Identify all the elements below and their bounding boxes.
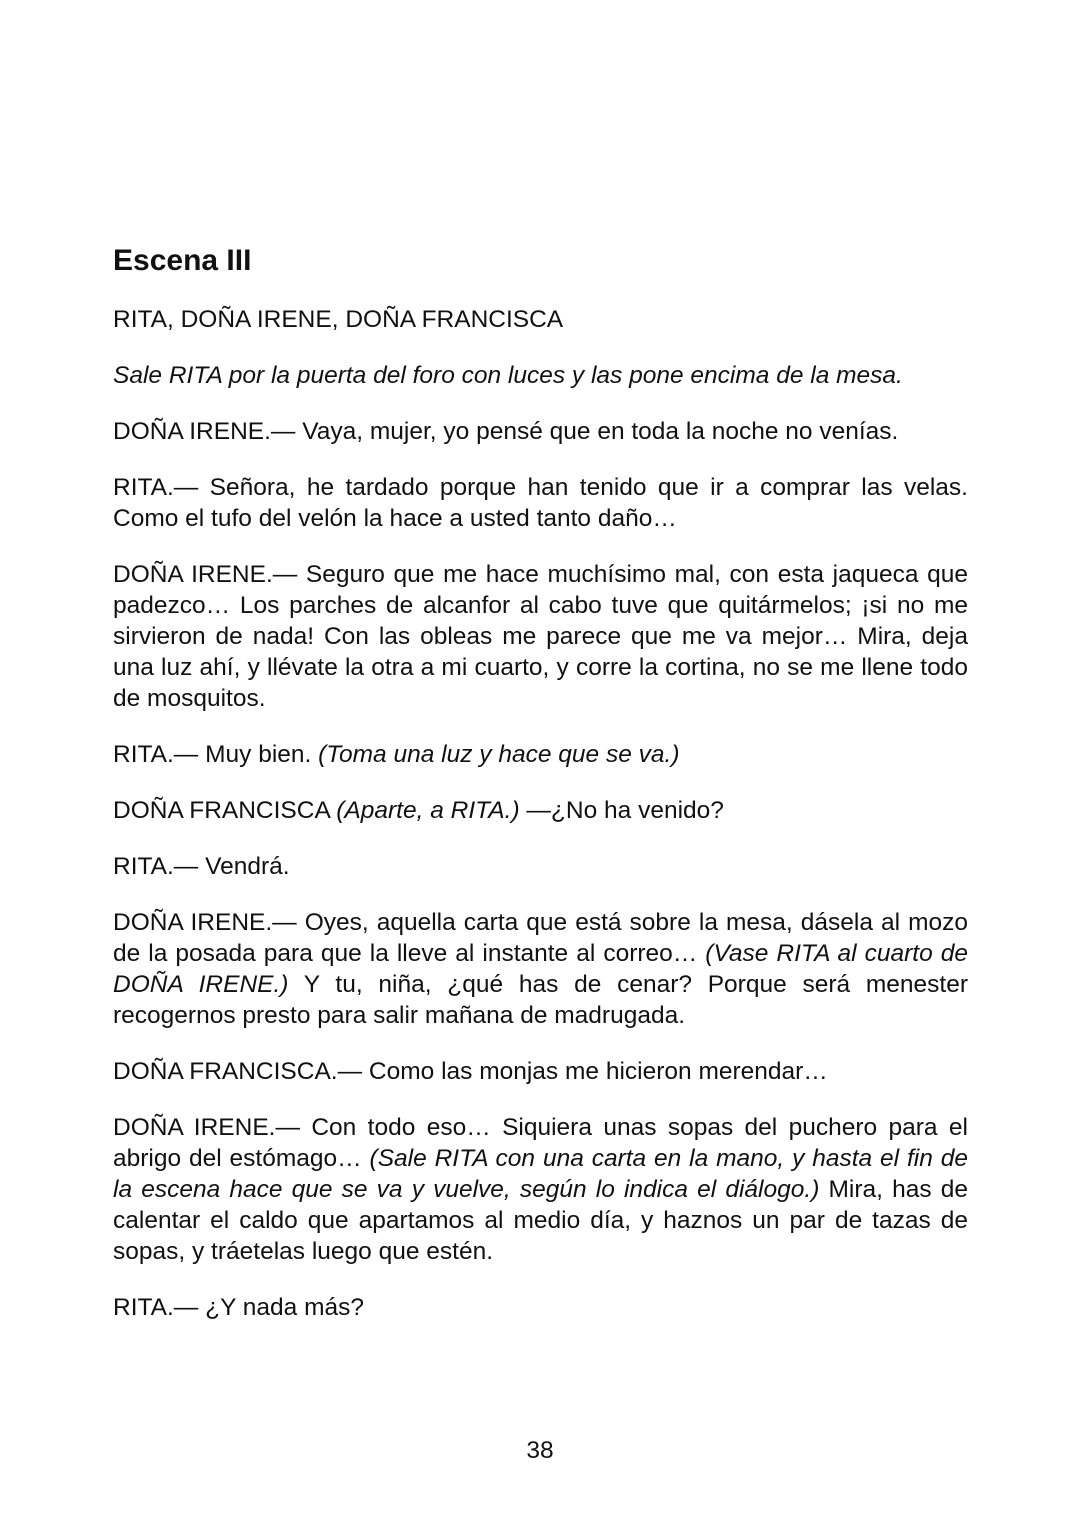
dialogue-text: DOÑA IRENE.— Oyes, aquella carta que está sobre la mesa, dásela al mozo de la posada para que la lleve al instante al correo…: [113, 909, 968, 967]
dialogue-line: RITA.— ¿Y nada más?: [113, 1294, 364, 1321]
page-number: 38: [526, 1437, 554, 1464]
dialogue-line: [113, 907, 968, 1031]
character-list: RITA, DOÑA IRENE, DOÑA FRANCISCA: [113, 306, 564, 333]
dialogue-line: [113, 739, 968, 770]
dialogue-line: RITA.— Señora, he tardado porque han tenido que ir a comprar las velas. Como el tufo del velón la hace a usted tanto daño…: [113, 474, 968, 532]
dialogue-line: RITA.— Vendrá.: [113, 853, 290, 880]
stage-aside: (Sale RITA con una carta en la mano, y hasta el fin de la escena hace que se va y vuelve, según lo indica el diálogo.): [113, 1145, 968, 1203]
dialogue-line: [113, 795, 968, 826]
dialogue-line: DOÑA IRENE.— Seguro que me hace muchísimo mal, con esta jaqueca que padezco… Los parches de alcanfor al cabo tuve que quitármelos; ¡si no me sirvieron de nada! Con las obleas me parece que me va mejor… Mira, deja una luz ahí, y llévate la otra a mi cuarto, y corre la cortina, no se me llene todo de mosquitos.: [113, 561, 968, 712]
dialogue-line: DOÑA FRANCISCA.— Como las monjas me hicieron merendar…: [113, 1058, 828, 1085]
stage-aside: (Toma una luz y hace que se va.): [318, 741, 680, 768]
dialogue-text: DOÑA IRENE.— Con todo eso… Siquiera unas sopas del puchero para el abrigo del estómago…: [113, 1114, 968, 1172]
dialogue-text: Mira, has de calentar el caldo que apartamos al medio día, y haznos un par de tazas de sopas, y tráetelas luego que estén.: [113, 1176, 968, 1265]
dialogue-text: RITA.— Muy bien.: [113, 741, 319, 768]
dialogue-text: —¿No ha venido?: [519, 797, 724, 824]
page-content: [113, 240, 968, 1348]
dialogue-line: DOÑA IRENE.— Vaya, mujer, yo pensé que en toda la noche no venías.: [113, 418, 899, 445]
stage-aside: (Vase RITA al cuarto de DOÑA IRENE.): [113, 940, 969, 998]
dialogue-text: Y tu, niña, ¿qué has de cenar? Porque será menester recogernos presto para salir mañana de madrugada.: [113, 971, 968, 1029]
dialogue-speaker: DOÑA FRANCISCA: [113, 797, 337, 824]
dialogue-line: [113, 1112, 968, 1267]
stage-aside: (Aparte, a RITA.): [336, 797, 520, 824]
scene-title: Escena III: [113, 244, 252, 277]
stage-direction: Sale RITA por la puerta del foro con luces y las pone encima de la mesa.: [113, 362, 903, 389]
